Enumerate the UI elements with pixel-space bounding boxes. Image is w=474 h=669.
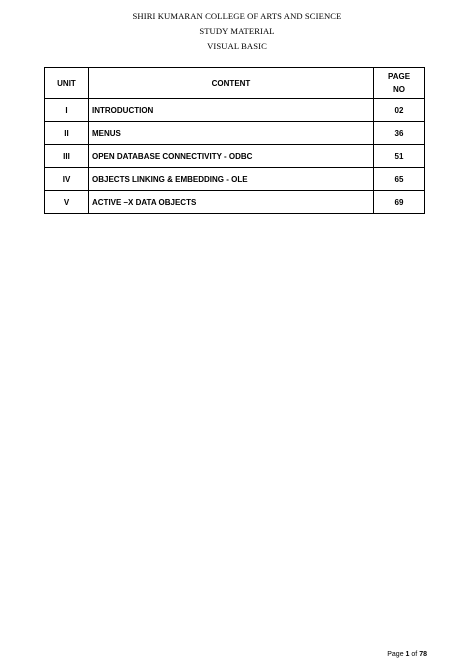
unit-cell: III [45,145,89,168]
footer-total-pages: 78 [419,651,427,658]
footer-current-page: 1 [405,651,410,658]
unit-cell: I [45,99,89,122]
unit-cell: IV [45,168,89,191]
page-cell: 36 [374,122,425,145]
page-cell: 02 [374,99,425,122]
unit-cell: V [45,191,89,214]
unit-cell: II [45,122,89,145]
content-cell: MENUS [89,122,374,145]
page-cell: 65 [374,168,425,191]
table-row [45,191,425,214]
page-cell: 69 [374,191,425,214]
subject-title: VISUAL BASIC [207,41,267,51]
document-subtitle: STUDY MATERIAL [199,26,275,36]
page-footer [387,651,427,658]
page-header-line2: NO [393,85,405,94]
footer-page-word: Page [387,651,404,658]
table-row [45,145,425,168]
table-row [45,168,425,191]
document-header [0,9,474,54]
page-header-line1: PAGE [387,72,411,81]
footer-of-word: of [411,651,418,658]
contents-table [44,67,425,214]
content-cell: INTRODUCTION [89,99,374,122]
unit-column-header: UNIT [45,68,89,99]
page-no-column-header [374,68,425,99]
content-column-header: CONTENT [89,68,374,99]
content-cell: OPEN DATABASE CONNECTIVITY - ODBC [89,145,374,168]
content-cell: OBJECTS LINKING & EMBEDDING - OLE [89,168,374,191]
content-cell: ACTIVE –X DATA OBJECTS [89,191,374,214]
table-row [45,122,425,145]
table-header-row [45,68,425,99]
college-name: SHIRI KUMARAN COLLEGE OF ARTS AND SCIENCE [132,11,342,21]
table-row [45,99,425,122]
page-cell: 51 [374,145,425,168]
